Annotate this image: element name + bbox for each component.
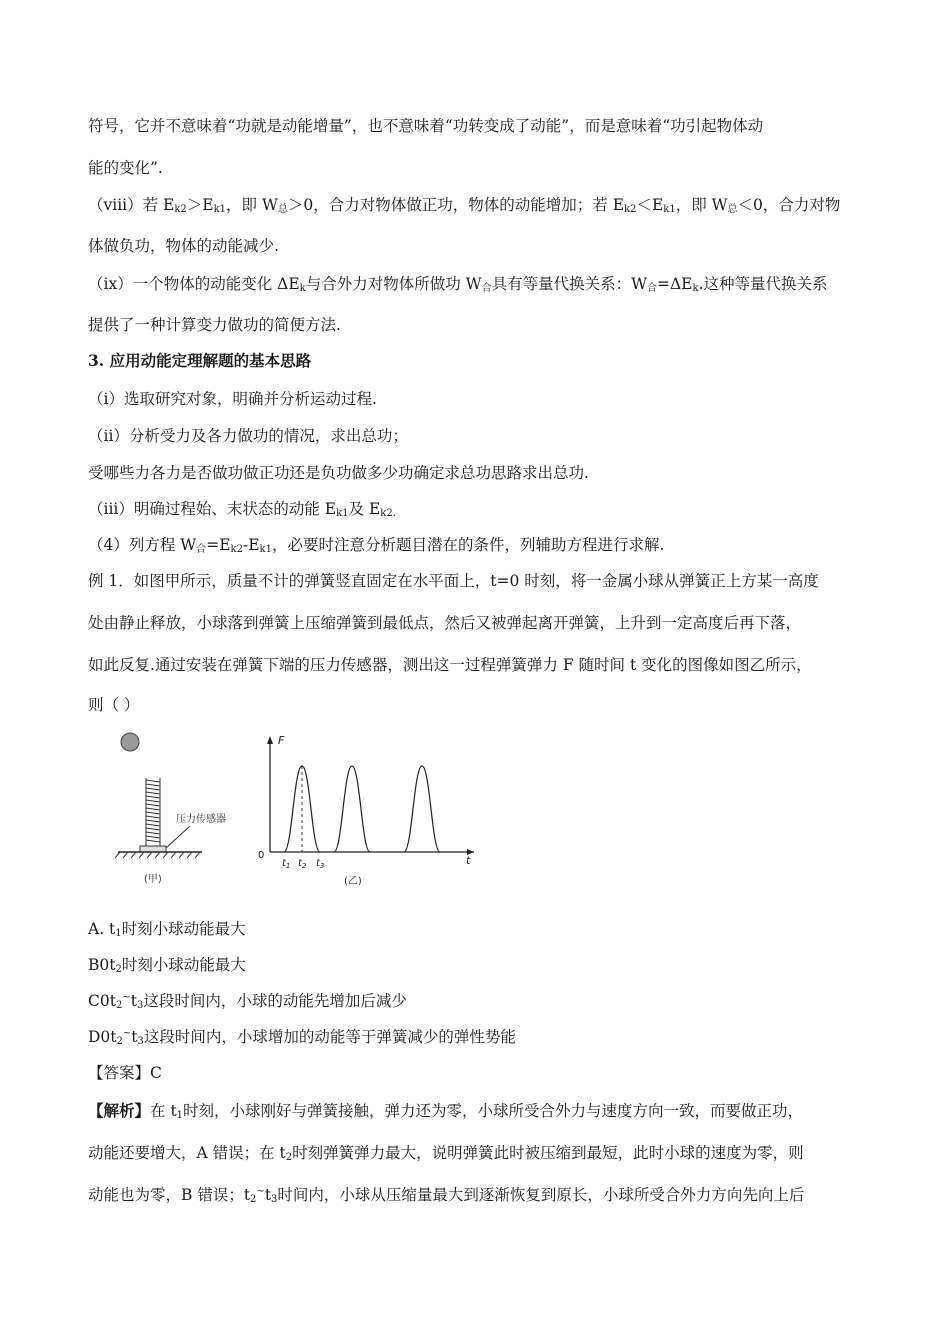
t2-tick-label: $t_2$: [298, 858, 307, 870]
f-axis-arrow: [267, 736, 273, 744]
text-run: .这种等量代换关系: [698, 275, 828, 293]
text-run: t: [264, 1186, 272, 1204]
item-ix: [88, 273, 828, 295]
text-run: 及 E: [348, 500, 381, 518]
step-3: [88, 498, 396, 520]
pressure-sensor: [140, 846, 166, 852]
subscript: k1: [663, 204, 676, 215]
body-text-line: 符号，它并不意味着“功就是动能增量”，也不意味着“功转变成了动能”，而是意味着“功引起物体动: [88, 117, 764, 135]
ball: [121, 733, 139, 751]
text-run: 动能也为零，B 错误；t: [88, 1186, 251, 1204]
sensor-label: 压力传感器: [176, 814, 226, 825]
t1-tick-label: $t_1$: [282, 858, 291, 870]
subscript: k1: [213, 204, 227, 215]
subscript: 3: [137, 1036, 144, 1047]
subscript: 1: [115, 928, 122, 939]
example-text-line: 处由静止释放，小球落到弹簧上压缩弹簧到最低点，然后又被弹起离开弹簧，上升到一定高度后再下落，: [88, 614, 802, 632]
subscript: k2: [230, 544, 243, 555]
text-run: 具有等量代换关系：W: [491, 275, 647, 293]
right-caption: (乙): [344, 876, 362, 887]
text-run: ＞0，合力对物体做正功，物体的动能增加；若 E: [287, 196, 625, 214]
f-axis-label: F: [278, 734, 285, 747]
step-2-detail: 受哪些力各力是否做功做正功还是负功做多少功确定求总功思路求出总功.: [88, 464, 589, 482]
text-run: =ΔE: [657, 275, 693, 293]
step-2: （ii）分析受力及各力做功的情况，求出总功；: [88, 427, 408, 445]
tilde: ~: [256, 1186, 265, 1197]
force-pulse-2: [334, 766, 370, 852]
section-heading: 3. 应用动能定理解题的基本思路: [88, 351, 312, 370]
text-run: A. t: [88, 920, 116, 938]
subscript: 合: [481, 283, 492, 294]
origin-label: 0: [258, 850, 265, 861]
analysis-line-2: [88, 1142, 804, 1164]
text-run: -E: [242, 536, 260, 554]
text-run: ，即 W: [226, 196, 278, 214]
option-c: [88, 990, 407, 1012]
subscript: k1: [259, 544, 272, 555]
text-run: （4）列方程 W: [88, 536, 197, 554]
text-run: （ix）一个物体的动能变化 ΔE: [88, 275, 300, 293]
subscript: k: [692, 283, 699, 294]
subscript: 合: [196, 544, 207, 555]
text-run: ，必要时注意分析题目潜在的条件，列辅助方程进行求解.: [271, 536, 665, 554]
text-run: 时刻小球动能最大: [121, 920, 246, 938]
text-run: B0t: [88, 956, 116, 974]
subscript: 3: [271, 1194, 278, 1205]
step-4: [88, 534, 664, 556]
option-a: [88, 918, 246, 940]
subscript: k2.: [380, 508, 396, 519]
ground-hatch: [115, 852, 200, 858]
step-1: （i）选取研究对象，明确并分析运动过程.: [88, 390, 377, 408]
text-run: D0t: [88, 1028, 117, 1046]
subscript: 总: [277, 204, 288, 215]
text-run: ＞E: [186, 196, 214, 214]
analysis-tag: 【解析】: [88, 1101, 151, 1120]
subscript: 合: [647, 283, 657, 294]
text-run: ＜0，合力对物: [737, 196, 841, 214]
subscript: 2: [115, 964, 122, 975]
text-run: 时间内，小球从压缩量最大到逐渐恢复到原长，小球所受合外力方向先向上后: [277, 1186, 805, 1204]
subscript: 2: [285, 1152, 293, 1163]
option-d: [88, 1026, 516, 1048]
text-run: t: [130, 992, 137, 1010]
text-run: 时刻，小球刚好与弹簧接触，弹力还为零，小球所受合外力与速度方向一致，而要做正功，: [183, 1102, 804, 1120]
subscript: k2: [624, 204, 637, 215]
answer: 【答案】C: [88, 1064, 162, 1082]
text-run: 与合外力对物体所做功 W: [305, 275, 482, 293]
body-text-line: 能的变化”.: [88, 159, 163, 177]
example-text-line: 例 1．如图甲所示，质量不计的弹簧竖直固定在水平面上，t=0 时刻，将一金属小球从弹簧正上方某一高度: [88, 572, 819, 590]
subscript: k2: [174, 204, 187, 215]
example-text-line: 如此反复.通过安装在弹簧下端的压力传感器，测出这一过程弹簧弹力 F 随时间 t 变化的图像如图乙所示，: [88, 656, 812, 674]
left-caption: (甲): [144, 874, 162, 885]
text-run: 时刻弹簧弹力最大，说明弹簧此时被压缩到最短，此时小球的速度为零，则: [292, 1144, 804, 1162]
analysis-line-3: [88, 1184, 804, 1206]
item-viii: [88, 194, 840, 216]
tilde: ~: [122, 1028, 132, 1039]
spring: [146, 778, 160, 846]
analysis-line-1: [88, 1100, 803, 1122]
subscript: k1: [336, 508, 349, 519]
t3-tick-label: $t_3$: [316, 858, 325, 870]
text-run: （viii）若 E: [88, 196, 175, 214]
example-figure: [112, 730, 492, 900]
text-run: =E: [206, 536, 231, 554]
subscript: 2: [116, 1036, 123, 1047]
subscript: 2: [115, 1000, 123, 1011]
body-text-line: 体做负功，物体的动能减少.: [88, 237, 279, 255]
option-b: [88, 954, 246, 976]
subscript: 总: [727, 204, 738, 215]
subscript: 2: [250, 1194, 257, 1205]
text-run: ，即 W: [675, 196, 728, 214]
example-text-line: 则（ ）: [88, 696, 140, 714]
sensor-pointer: [166, 826, 190, 848]
t-axis-label: t: [466, 854, 471, 867]
text-run: 这段时间内，小球增加的动能等于弹簧减少的弹性势能: [143, 1028, 516, 1046]
text-run: 这段时间内，小球的动能先增加后减少: [143, 992, 407, 1010]
body-text-line: 提供了一种计算变力做功的简便方法.: [88, 316, 341, 334]
text-run: t: [131, 1028, 138, 1046]
subscript: k: [299, 283, 306, 294]
text-run: C0t: [88, 992, 116, 1010]
text-run: 在 t: [150, 1102, 177, 1120]
tilde: ~: [122, 992, 131, 1003]
text-run: 时刻小球动能最大: [121, 956, 246, 974]
text-run: 动能还要增大，A 错误；在 t: [88, 1144, 286, 1162]
force-pulse-3: [404, 766, 440, 852]
subscript: 3: [136, 1000, 144, 1011]
text-run: ＜E: [636, 196, 664, 214]
text-run: （iii）明确过程始、末状态的动能 E: [88, 500, 337, 518]
subscript: 1: [176, 1110, 184, 1121]
